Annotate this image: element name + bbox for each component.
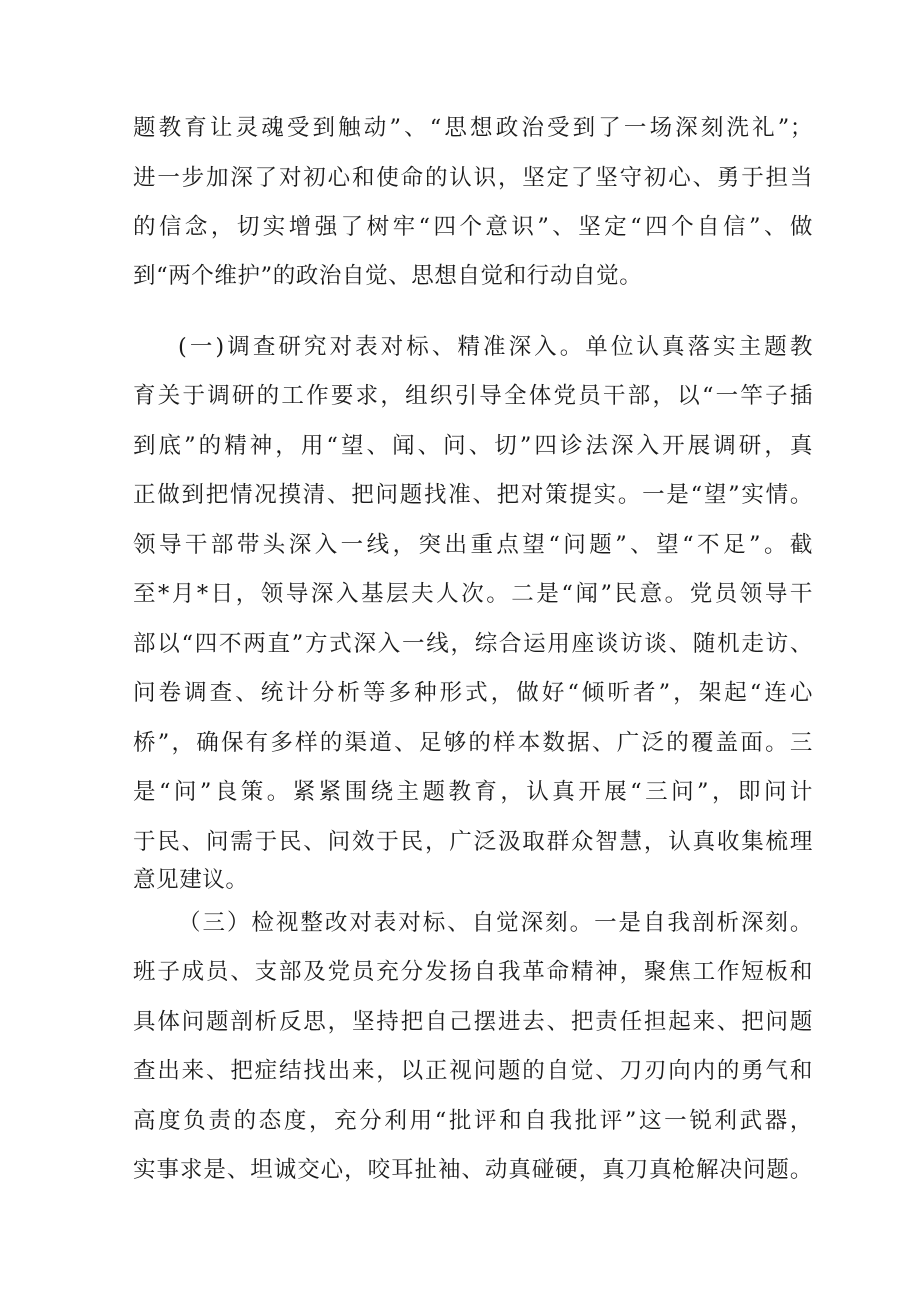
text-line: 到“两个维护”的政治自觉、思想自觉和行动自觉。	[133, 263, 643, 289]
text-line: 实事求是、坦诚交心，咬耳扯袖、动真碰硬，真刀真枪解决问题。	[133, 1157, 813, 1183]
text-line: 题教育让灵魂受到触动”、“思想政治受到了一场深刻洗礼”；	[133, 115, 813, 141]
text-line: 桥”，确保有多样的渠道、足够的样本数据、广泛的覆盖面。三	[133, 730, 813, 756]
text-line: 进一步加深了对初心和使命的认识，坚定了坚守初心、勇于担当	[133, 165, 813, 191]
text-line: 到底”的精神，用“望、闻、问、切”四诊法深入开展调研，真	[133, 433, 813, 459]
text-line: 问卷调查、统计分析等多种形式，做好“倾听者”，架起“连心	[133, 680, 813, 706]
text-line: 意见建议。	[133, 867, 249, 893]
text-line: 至*月*日，领导深入基层夫人次。二是“闻”民意。党员领导干	[133, 581, 813, 607]
text-line: 部以“四不两直”方式深入一线，综合运用座谈访谈、随机走访、	[133, 631, 813, 657]
text-line: 是“问”良策。紧紧围绕主题教育，认真开展“三问”，即问计	[133, 779, 813, 805]
text-line: 正做到把情况摸清、把问题找准、把对策提实。一是“望”实情。	[133, 482, 813, 508]
text-line: 高度负责的态度，充分利用“批评和自我批评”这一锐利武器，	[133, 1108, 813, 1134]
text-line: (一)调查研究对表对标、精准深入。单位认真落实主题教	[178, 334, 813, 360]
text-line: 查出来、把症结找出来，以正视问题的自觉、刀刃向内的勇气和	[133, 1058, 813, 1084]
text-line: 育关于调研的工作要求，组织引导全体党员干部，以“一竿子插	[133, 383, 813, 409]
text-line: 于民、问需于民、问效于民，广泛汲取群众智慧，认真收集梳理	[133, 829, 813, 855]
text-line: 的信念，切实增强了树牢“四个意识”、坚定“四个自信”、做	[133, 214, 813, 240]
text-line: 领导干部带头深入一线，突出重点望“问题”、望“不足”。截	[133, 532, 813, 558]
text-line: 班子成员、支部及党员充分发扬自我革命精神，聚焦工作短板和	[133, 959, 813, 985]
text-line: （三）检视整改对表对标、自觉深刻。一是自我剖析深刻。	[178, 910, 813, 936]
text-line: 具体问题剖析反思，坚持把自己摆进去、把责任担起来、把问题	[133, 1009, 813, 1035]
